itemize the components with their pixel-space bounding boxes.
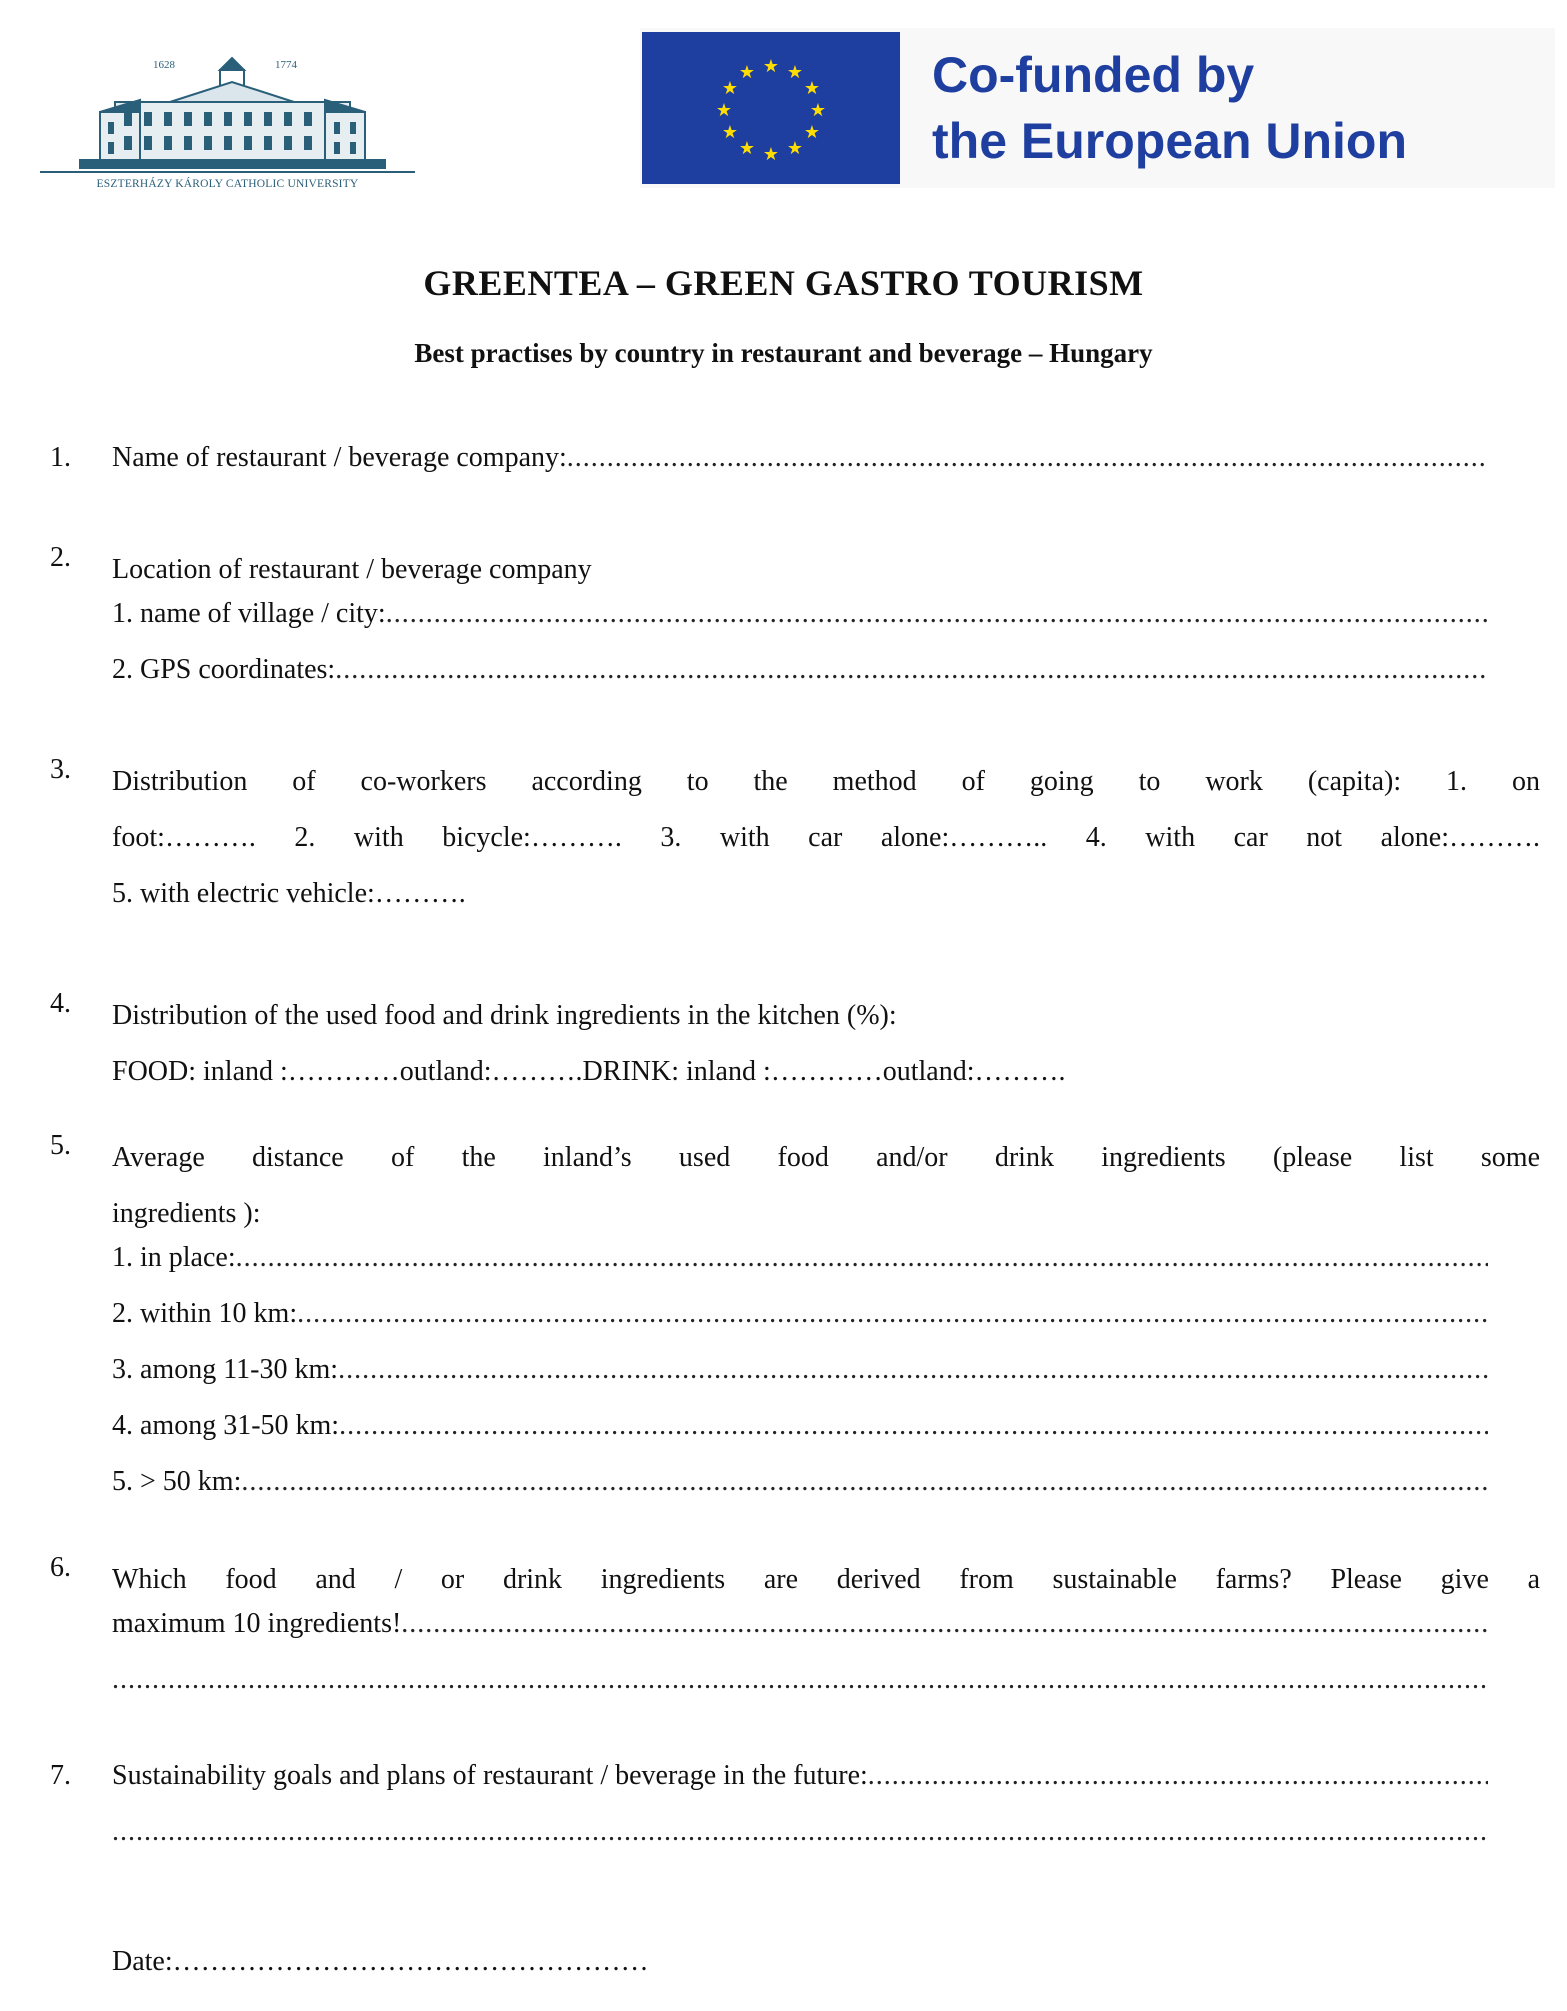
questionnaire-form	[50, 442, 1540, 1990]
sub-label: 5. > 50 km:	[112, 1466, 242, 1497]
fill-in-line[interactable]	[112, 1664, 1488, 1696]
gps-coordinates-field[interactable]	[112, 654, 1488, 710]
eu-cofunded-badge	[640, 28, 1555, 188]
fill-in-line[interactable]	[386, 598, 1488, 630]
question-number: 5.	[50, 1130, 71, 1161]
question-text-line-1: Average distance of the inland’s used food and/or drink ingredients (please list some	[112, 1142, 1540, 1173]
fill-in-line[interactable]	[338, 1354, 1488, 1386]
question-label: Sustainability goals and plans of restaurant / beverage in the future:	[112, 1760, 868, 1791]
food-drink-origin-fields[interactable]: FOOD: inland :…………outland:……….DRINK: inland :…………outland:……….	[112, 1056, 1066, 1087]
question-5	[50, 1130, 1540, 1522]
svg-text:★: ★	[762, 56, 780, 77]
eu-line-2: the European Union	[932, 113, 1407, 169]
eu-flag-icon	[642, 32, 900, 184]
fill-in-line[interactable]	[241, 1466, 1488, 1498]
sustainability-goals-continuation[interactable]	[112, 1816, 1488, 1872]
svg-text:★: ★	[762, 144, 780, 165]
svg-text:★: ★	[738, 138, 756, 159]
date-fill-line[interactable]: ……………………………………………	[172, 1946, 649, 1977]
svg-text:★: ★	[738, 62, 756, 83]
sub-label: 2. within 10 km:	[112, 1298, 298, 1329]
fill-in-line[interactable]	[236, 1242, 1488, 1274]
question-label: Location of restaurant / beverage company	[112, 554, 592, 585]
question-text-line-1: Which food and / or drink ingredients are derived from sustainable farms? Please give a	[112, 1564, 1540, 1595]
eu-line-1: Co-funded by	[932, 47, 1255, 103]
question-1	[50, 442, 1540, 498]
question-4	[50, 988, 1540, 1100]
sub-label: 1. name of village / city:	[112, 598, 386, 629]
distance-over-50km-field[interactable]	[112, 1466, 1488, 1522]
university-year-left: 1628	[153, 59, 175, 71]
svg-text:★: ★	[721, 78, 739, 99]
sustainable-ingredients-continuation[interactable]	[112, 1664, 1488, 1720]
fill-in-line[interactable]	[868, 1760, 1488, 1792]
question-3	[50, 754, 1540, 922]
distance-31-50km-field[interactable]	[112, 1410, 1488, 1466]
question-6	[50, 1552, 1540, 1720]
question-7	[50, 1760, 1540, 1872]
svg-text:★: ★	[803, 78, 821, 99]
university-logo	[20, 50, 435, 190]
svg-text:★: ★	[715, 100, 733, 121]
fill-in-line[interactable]	[112, 1816, 1488, 1848]
question-number: 2.	[50, 542, 71, 573]
date-field[interactable]	[50, 1934, 1540, 1990]
university-name: ESZTERHÁZY KÁROLY CATHOLIC UNIVERSITY	[96, 178, 359, 190]
date-label: Date:	[112, 1946, 173, 1977]
distance-11-30km-field[interactable]	[112, 1354, 1488, 1410]
sub-label: 1. in place:	[112, 1242, 236, 1273]
fill-in-line[interactable]	[401, 1608, 1488, 1640]
svg-text:★: ★	[803, 122, 821, 143]
document-subtitle: Best practises by country in restaurant and beverage – Hungary	[414, 338, 1153, 368]
question-number: 6.	[50, 1552, 71, 1583]
sustainable-ingredients-field[interactable]	[112, 1608, 1488, 1664]
svg-text:★: ★	[721, 122, 739, 143]
sub-label: 4. among 31-50 km:	[112, 1410, 340, 1441]
village-city-field[interactable]	[112, 598, 1488, 654]
question-number: 7.	[50, 1760, 71, 1791]
question-number: 3.	[50, 754, 71, 785]
sub-label: 3. among 11-30 km:	[112, 1354, 339, 1385]
question-text-line-2: maximum 10 ingredients!	[112, 1608, 402, 1639]
svg-text:★: ★	[786, 138, 804, 159]
svg-text:★: ★	[786, 62, 804, 83]
eu-cofunded-text	[932, 42, 1407, 174]
sustainability-goals-field[interactable]	[112, 1760, 1488, 1816]
question-label: Distribution of the used food and drink ingredients in the kitchen (%):	[112, 1000, 897, 1031]
university-year-right: 1774	[275, 59, 297, 71]
fill-in-line[interactable]	[339, 1410, 1488, 1442]
electric-vehicle-field[interactable]: 5. with electric vehicle:……….	[112, 878, 466, 909]
sub-label: 2. GPS coordinates:	[112, 654, 336, 685]
commute-fields-line[interactable]: foot:………. 2. with bicycle:………. 3. with car alone:……….. 4. with car not alone:……….	[112, 822, 1540, 853]
university-building-icon	[20, 50, 435, 190]
question-text-line-1: Distribution of co-workers according to the method of going to work (capita): 1. on	[112, 766, 1540, 797]
svg-text:★: ★	[809, 100, 827, 121]
question-2	[50, 542, 1540, 710]
question-label: Name of restaurant / beverage company:	[112, 442, 567, 473]
question-number: 4.	[50, 988, 71, 1019]
distance-10km-field[interactable]	[112, 1298, 1488, 1354]
distance-in-place-field[interactable]	[112, 1242, 1488, 1298]
question-number: 1.	[50, 442, 71, 473]
fill-in-line[interactable]	[567, 442, 1488, 474]
restaurant-name-field[interactable]	[112, 442, 1488, 498]
document-title: GREENTEA – GREEN GASTRO TOURISM	[423, 263, 1144, 303]
question-text-line-2: ingredients ):	[112, 1198, 261, 1229]
fill-in-line[interactable]	[335, 654, 1488, 686]
fill-in-line[interactable]	[297, 1298, 1488, 1330]
